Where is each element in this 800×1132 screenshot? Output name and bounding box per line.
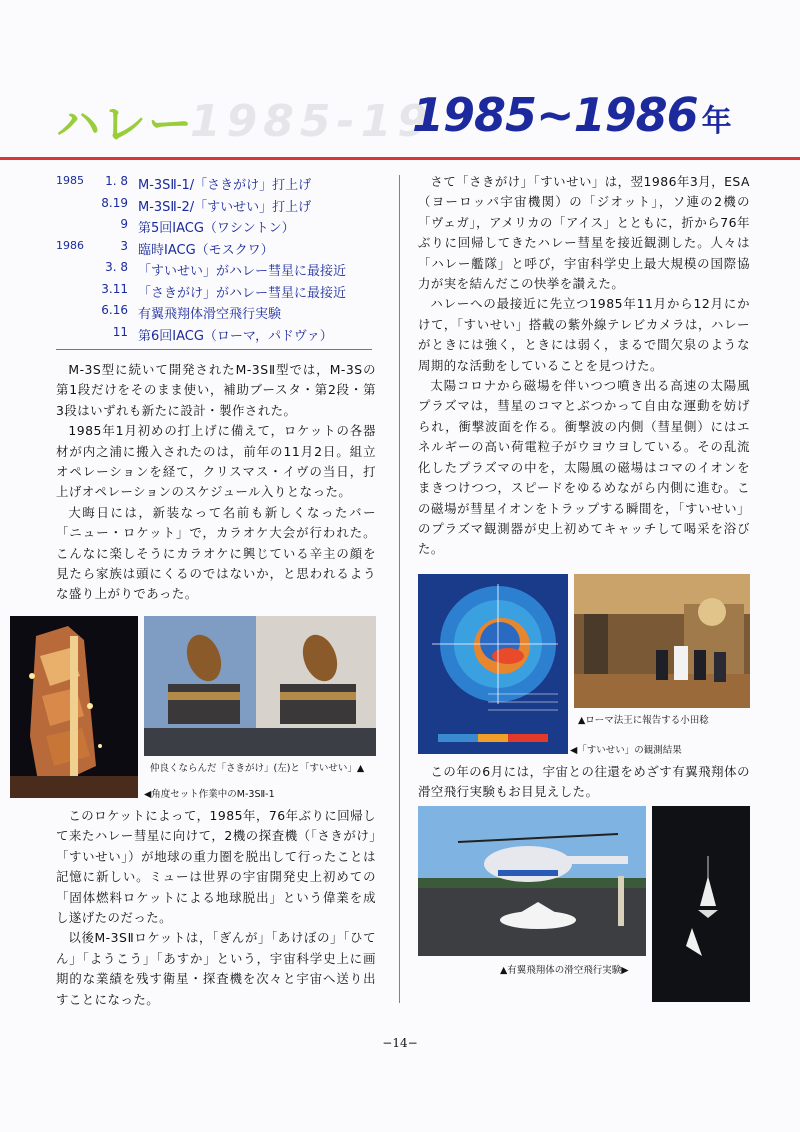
title-years-text: 1985~1986 — [412, 88, 698, 142]
timeline-event: M-3SⅡ-1/「さきがけ」打上げ — [138, 178, 312, 193]
timeline-event: 第6回IACG（ローマ，パドヴァ） — [138, 328, 333, 344]
paragraph: 以後M-3SⅡロケットは，「ぎんが」「あけぼの」「ひてん」「ようこう」「あすか」という，宇宙科学史上に画期的な業績を残す衛星・探査機を次々と宇宙へ送り出すことになった。 — [56, 930, 376, 1007]
rocket-launcher-image — [10, 616, 138, 798]
suisei-result-image — [418, 574, 568, 754]
timeline-row — [56, 282, 386, 304]
left-column-text-bottom — [56, 806, 376, 1010]
timeline-year: 1986 — [56, 238, 84, 252]
timeline-row — [56, 174, 386, 196]
timeline-row — [56, 196, 386, 218]
helicopter-glider-image — [418, 806, 646, 956]
timeline-row — [56, 217, 386, 239]
timeline-row — [56, 260, 386, 282]
right-column-text-top — [418, 172, 750, 560]
timeline-date: 11 — [112, 324, 128, 339]
paragraph: 大晦日には，新装なって名前も新しくなったバー「ニュー・ロケット」で，カラオケ大会が行われた。こんなに楽しそうにカラオケに興じている辛主の顔を見たら家族は頭にくるのではないか，と思われるような盛り上がりであった。 — [56, 504, 376, 602]
paragraph: 太陽コロナから磁場を伴いつつ噴き出る高速の太陽風プラズマは，彗星のコマとぶつかって自由な運動を妨げられ，衝撃波面を作る。衝撃波の内側（彗星側）にはエネルギーの高い荷電粒子がウヨウヨしている。その乱流化したプラズマの中を，太陽風の磁場はコマのイオンをまきつけつつ，スピードをゆるめながら内側に進む。この磁場が彗星イオンをトラップする瞬間を，「すいせい」のプラズマ観測器が史上初めてキャッチして喝采を浴びた。 — [418, 378, 750, 557]
title-years — [412, 88, 731, 142]
paragraph: 1985年1月初めの打上げに備えて，ロケットの各器材が内之浦に搬入されたのは，前年の11月2日。組立オペレーションを経て，クリスマス・イヴの当日，打上げオペレーションのスケジュール入りとなった。 — [56, 423, 376, 500]
timeline-date: 8.19 — [101, 195, 128, 210]
plasma-observation-plot — [418, 574, 568, 754]
timeline-row — [56, 325, 386, 347]
timeline-event: 「さきがけ」がハレー彗星に最接近 — [138, 285, 347, 301]
title-ghost-years: 1985-19 — [190, 96, 434, 147]
glider-flight-photo — [652, 806, 750, 1002]
twin-probes-image — [144, 616, 376, 756]
glider-drop-image — [652, 806, 750, 1002]
pope-report-photo — [574, 574, 750, 708]
column-divider — [399, 175, 400, 1003]
timeline-divider — [56, 349, 372, 350]
page-title: ハレー — [56, 99, 194, 150]
timeline-date: 3 — [120, 238, 128, 253]
rocket-launcher-photo — [10, 616, 138, 798]
paragraph: この年の6月には，宇宙との往還をめざす有翼飛翔体の滑空飛行実験もお目見えした。 — [418, 764, 750, 800]
paragraph: このロケットによって，1985年，76年ぶりに回帰して来たハレー彗星に向けて，2機の探査機（「さきがけ」「すいせい」）が地球の重力圏を脱出して行ったことは記憶に新しい。ミューは世界の宇宙開発史上初めての「固体燃料ロケットによる地球脱出」という偉業を成し遂げたのだった。 — [56, 808, 376, 926]
timeline-event: 臨時IACG（モスクワ） — [138, 242, 274, 258]
timeline-date: 6.16 — [101, 303, 128, 317]
timeline — [56, 174, 386, 346]
right-column-text-mid — [418, 762, 750, 803]
timeline-event: M-3SⅡ-2/「すいせい」打上げ — [138, 199, 312, 215]
caption-glider: ▲有翼飛翔体の滑空飛行実験▶ — [500, 965, 629, 976]
page-number: −14− — [382, 1036, 418, 1050]
timeline-date: 9 — [120, 217, 128, 231]
glider-experiment-photo — [418, 806, 646, 956]
caption-rocket-angle: ◀角度セット作業中のM-3SⅡ-1 — [144, 789, 275, 800]
timeline-row — [56, 239, 386, 261]
paragraph: さて「さきがけ」「すいせい」は，翌1986年3月，ESA（ヨーロッパ宇宙機関）の「ジオット」，ソ連の2機の「ヴェガ」，アメリカの「アイス」とともに，折から76年ぶりに回帰してきたハレー彗星を接近観測した。人々は「ハレー艦隊」と呼び，宇宙科学史上最大規模の国際協力が実を結んだこの快挙を讃えた。 — [418, 174, 750, 292]
timeline-event: 有翼飛翔体滑空飛行実験 — [138, 307, 282, 322]
timeline-event: 「すいせい」がハレー彗星に最接近 — [138, 264, 347, 279]
paragraph: M-3S型に続いて開発されたM-3SⅡ型では，M-3Sの第1段だけをそのまま使い，補助ブースタ・第2段・第3段はいずれも新たに設計・製作された。 — [56, 362, 376, 418]
title-suffix: 年 — [701, 104, 731, 139]
timeline-date: 1. 8 — [105, 174, 128, 188]
caption-sakigake-suisei: 仲良くならんだ「さきがけ」(左)と「すいせい」▲ — [150, 763, 365, 774]
vatican-audience-image — [574, 574, 750, 708]
timeline-row — [56, 303, 386, 325]
timeline-year: 1985 — [56, 174, 84, 187]
timeline-date: 3.11 — [101, 281, 128, 296]
header-rule — [0, 157, 800, 160]
caption-suisei-result: ◀「すいせい」の観測結果 — [570, 745, 682, 756]
left-column-text-top — [56, 360, 376, 605]
caption-pope: ▲ローマ法王に報告する小田稔 — [578, 715, 709, 726]
paragraph: ハレーへの最接近に先立つ1985年11月から12月にかけて，「すいせい」搭載の紫外線テレビカメラは，ハレーがときには強く，ときには弱く，まるで間欠泉のような周期的な活動をしていることを見つけた。 — [418, 296, 750, 373]
timeline-date: 3. 8 — [105, 260, 128, 274]
timeline-event: 第5回IACG（ワシントン） — [138, 221, 295, 236]
sakigake-suisei-photo — [144, 616, 376, 756]
